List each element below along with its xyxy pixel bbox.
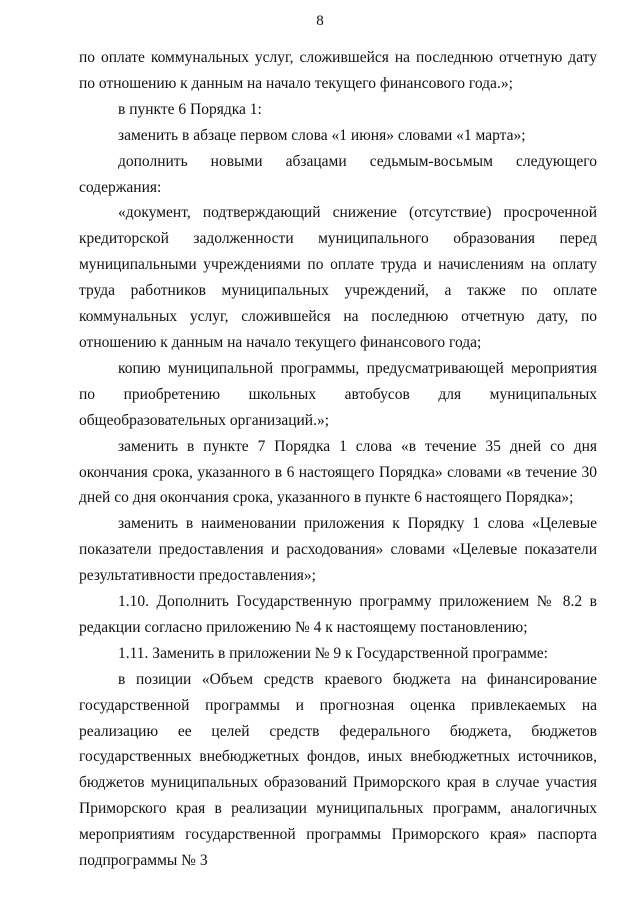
page-number: 8 — [316, 13, 324, 29]
paragraph-replace-date: заменить в абзаце первом слова «1 июня» словами «1 марта»; — [118, 126, 526, 144]
paragraph-item-1-10: 1.10. Дополнить Государственную программу приложением № 8.2 в редакции согласно приложению № 4 к настоящему постановлению; — [79, 593, 597, 636]
paragraph-item-1-11: 1.11. Заменить в приложении № 9 к Государственной программе: — [118, 644, 548, 662]
paragraph-point-6-heading: в пункте 6 Порядка 1: — [118, 100, 262, 118]
paragraph-position-volume: в позиции «Объем средств краевого бюджета на финансирование государственной программы и прогнозная оценка привлекаемых на реализацию ее целей средств федерального бюджета, бюджетов государственных внебюджетных фондов, иных внебюджетных источников, бюджетов муниципальных образований Приморского края в случае участия Приморского края в реализации муниципальных программ, аналогичных мероприятиям государственной программы Приморского края» паспорта подпрограммы № 3 — [79, 670, 597, 870]
paragraph-document-confirming: «документ, подтверждающий снижение (отсутствие) просроченной кредиторской задолженности муниципального образования перед муниципальными учреждениями по оплате труда и начислениям на оплату труда работников муниципальных учреждений, а также по оплате коммунальных услуг, сложившейся на последнюю отчетную дату, по отношению к данным на начало текущего финансового года; — [79, 204, 597, 351]
paragraph-appendix-title: заменить в наименовании приложения к Порядку 1 слова «Целевые показатели предоставления и расходования» словами «Целевые показатели результативности предоставления»; — [79, 515, 597, 585]
paragraph-continuation: по оплате коммунальных услуг, сложившейся на последнюю отчетную дату по отношению к данным на начало текущего финансового года.»; — [79, 49, 597, 92]
paragraph-add-new-paragraphs: дополнить новыми абзацами седьмым-восьмым следующего содержания: — [79, 152, 597, 196]
paragraph-copy-program: копию муниципальной программы, предусматривающей мероприятия по приобретению школьных автобусов для муниципальных общеобразовательных организаций.»; — [79, 359, 597, 429]
paragraph-point-7: заменить в пункте 7 Порядка 1 слова «в течение 35 дней со дня окончания срока, указанного в 6 настоящего Порядка» словами «в течение 30 дней со дня окончания срока, указанного в пункте 6 настоящего Порядка»; — [79, 437, 597, 507]
document-body — [79, 45, 597, 874]
